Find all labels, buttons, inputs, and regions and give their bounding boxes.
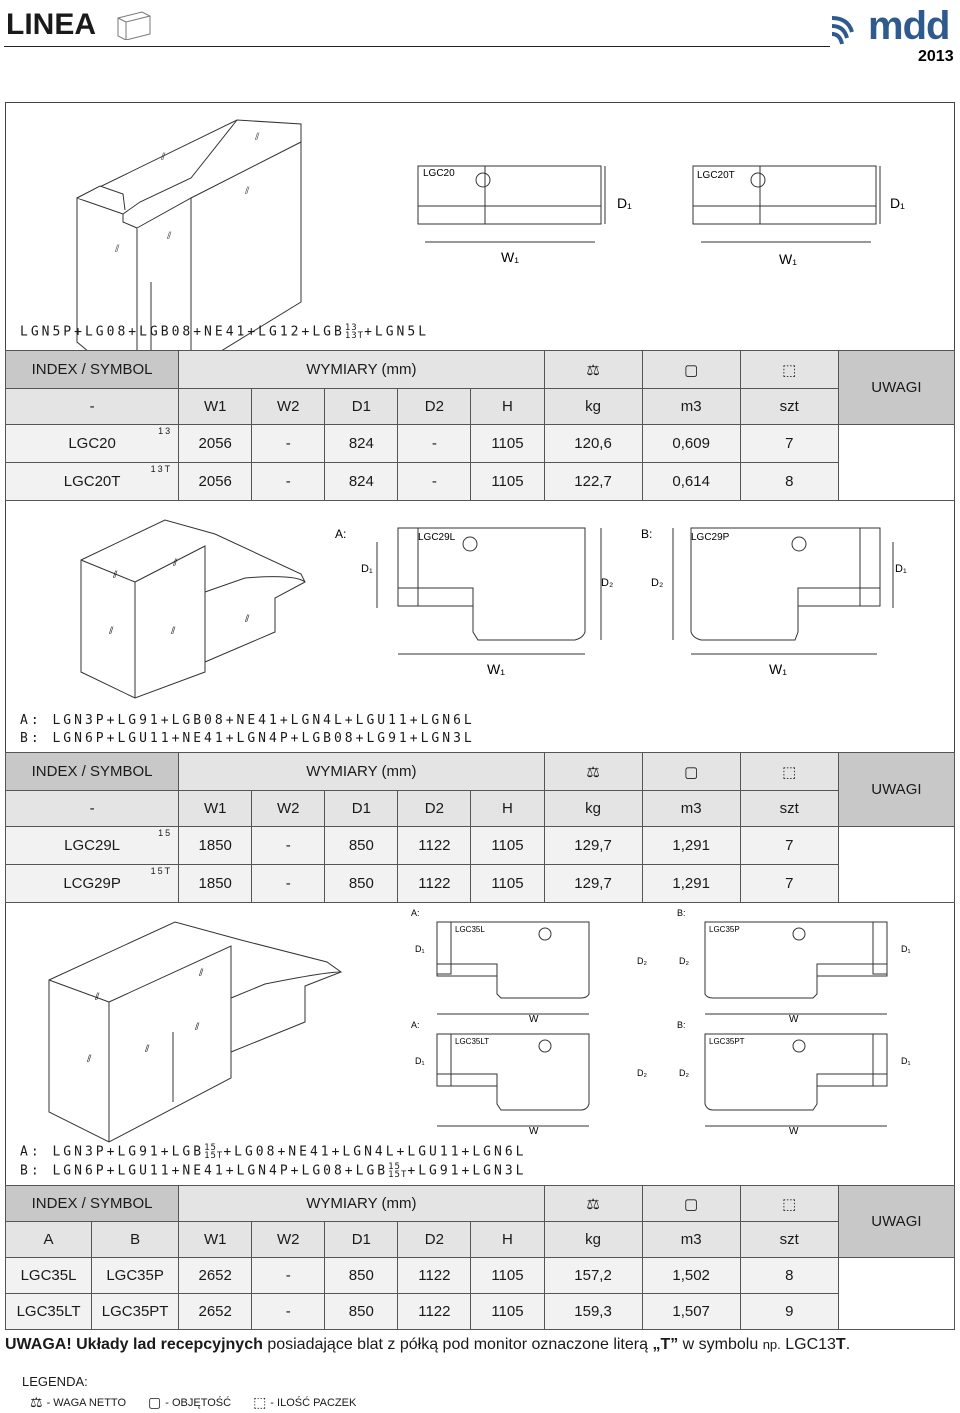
svg-text:⫽: ⫽ — [145, 1044, 150, 1055]
cell-w1: 1850 — [179, 865, 252, 903]
cell-w1: 2056 — [179, 425, 252, 463]
cell-index: LGC29L 15 — [6, 827, 179, 865]
col-header: m3 — [642, 1222, 740, 1258]
col-header: D2 — [398, 1222, 471, 1258]
plan-label-lgc29p: LGC29P — [691, 532, 730, 543]
section3-codes-a: A: LGN3P+LG91+LGB 15 15T +LG08+NE41+LGN4L+LGU11+LGN6L — [20, 1143, 527, 1161]
package-icon: ⬚ — [740, 351, 838, 389]
cube-icon: ▢ — [642, 351, 740, 389]
cell-szt: 8 — [740, 1258, 838, 1294]
product-thumbnail-icon — [114, 6, 154, 40]
plan-label-lgc20: LGC20 — [423, 168, 455, 179]
cell-m3: 1,502 — [642, 1258, 740, 1294]
svg-text:⫽: ⫽ — [113, 570, 118, 581]
spec-table-3 — [5, 1185, 955, 1330]
package-icon: ⬚ — [740, 1186, 838, 1222]
index-header: INDEX / SYMBOL — [6, 351, 179, 389]
plan-prefix-a: A: — [411, 908, 420, 918]
svg-text:D₁: D₁ — [415, 1056, 425, 1066]
cell-w1: 2056 — [179, 463, 252, 501]
col-header: W1 — [179, 389, 252, 425]
cell-d1: 824 — [325, 425, 398, 463]
scale-icon: ⚖ — [544, 1186, 642, 1222]
scale-icon: ⚖ — [544, 753, 642, 791]
cell-d2: 1122 — [398, 1294, 471, 1330]
cell-h: 1105 — [471, 1294, 544, 1330]
table-row — [6, 425, 955, 463]
svg-text:⫽: ⫽ — [195, 1022, 200, 1033]
dim-w: W — [789, 1014, 799, 1025]
cell-w2: - — [252, 1294, 325, 1330]
uwagi-header: UWAGI — [838, 1186, 954, 1258]
cell-kg: 129,7 — [544, 827, 642, 865]
svg-text:⫽: ⫽ — [87, 1054, 92, 1065]
cell-kg: 157,2 — [544, 1258, 642, 1294]
cube-icon: ▢ — [642, 753, 740, 791]
cell-kg: 129,7 — [544, 865, 642, 903]
cell-d1: 850 — [325, 1258, 398, 1294]
cell-m3: 0,609 — [642, 425, 740, 463]
legend-item: ▢ - OBJĘTOŚĆ — [148, 1394, 232, 1410]
table-row — [6, 1294, 955, 1330]
plan-label-lgc35l: LGC35L — [455, 925, 485, 934]
index-header: INDEX / SYMBOL — [6, 753, 179, 791]
col-header: kg — [544, 1222, 642, 1258]
col-header: - — [6, 791, 179, 827]
catalog-year: 2013 — [918, 48, 954, 65]
col-header: szt — [740, 1222, 838, 1258]
section2-codes-b: B: LGN6P+LGU11+NE41+LGN4P+LGB08+LG91+LGN3L — [20, 731, 475, 746]
svg-text:D₁: D₁ — [890, 195, 905, 211]
svg-text:D₂: D₂ — [679, 1068, 689, 1078]
svg-text:⫽: ⫽ — [95, 992, 100, 1003]
section3-codes-b: B: LGN6P+LGU11+NE41+LGN4P+LG08+LGB 15 15T +LG91+LGN3L — [20, 1162, 527, 1180]
col-header: D2 — [398, 791, 471, 827]
spec-table-1 — [5, 350, 955, 501]
plan-prefix-b: B: — [641, 527, 653, 541]
cell-h: 1105 — [471, 865, 544, 903]
col-header: m3 — [642, 389, 740, 425]
cell-d2: 1122 — [398, 827, 471, 865]
plan-prefix-a: A: — [411, 1020, 420, 1030]
legend-title: LEGENDA: — [22, 1374, 88, 1389]
cell-kg: 122,7 — [544, 463, 642, 501]
spec-table-2 — [5, 752, 955, 903]
cell-d2: 1122 — [398, 865, 471, 903]
svg-text:D₁: D₁ — [901, 1056, 911, 1066]
cell-w1: 2652 — [179, 1294, 252, 1330]
uwagi-header: UWAGI — [838, 753, 954, 827]
section1-codes: LGN5P+LG08+LGB08+NE41+LG12+LGB 13 13T +LGN5L — [20, 323, 430, 341]
mdd-logo-icon — [830, 12, 870, 48]
cell-d2: - — [398, 425, 471, 463]
cell-w1: 2652 — [179, 1258, 252, 1294]
cell-index-b: LGC35P — [92, 1258, 179, 1294]
table-row — [6, 463, 955, 501]
svg-text:D₂: D₂ — [601, 577, 614, 589]
plan-prefix-a: A: — [335, 527, 347, 541]
plan-prefix-b: B: — [677, 908, 686, 918]
col-header: kg — [544, 791, 642, 827]
cube-icon: ▢ — [642, 1186, 740, 1222]
header-rule — [4, 46, 830, 47]
cell-d1: 850 — [325, 827, 398, 865]
dims-header: WYMIARY (mm) — [179, 753, 544, 791]
cell-w2: - — [252, 827, 325, 865]
col-header: W2 — [252, 1222, 325, 1258]
dim-w: W — [529, 1014, 539, 1025]
svg-text:D₁: D₁ — [617, 195, 632, 211]
legend-item: ⚖ - WAGA NETTO — [30, 1394, 127, 1410]
cell-uwagi — [838, 1258, 954, 1330]
cell-uwagi — [838, 827, 954, 903]
cell-szt: 7 — [740, 827, 838, 865]
dims-header: WYMIARY (mm) — [179, 1186, 544, 1222]
cell-d1: 850 — [325, 1294, 398, 1330]
cell-d1: 824 — [325, 463, 398, 501]
legend-item: ⬚ - ILOŚĆ PACZEK — [253, 1394, 357, 1410]
svg-text:D₁: D₁ — [361, 563, 373, 575]
col-header: H — [471, 389, 544, 425]
plan-label-lgc20t: LGC20T — [697, 170, 735, 181]
svg-text:D₂: D₂ — [679, 956, 689, 966]
cell-uwagi — [838, 425, 954, 501]
table-row — [6, 865, 955, 903]
svg-text:⫽: ⫽ — [171, 626, 176, 637]
svg-text:⫽: ⫽ — [173, 558, 178, 569]
cell-m3: 1,507 — [642, 1294, 740, 1330]
cell-h: 1105 — [471, 463, 544, 501]
cell-index-a: LGC35L — [6, 1258, 92, 1294]
col-header: W2 — [252, 389, 325, 425]
cell-m3: 1,291 — [642, 827, 740, 865]
dim-w: W — [529, 1126, 539, 1137]
dims-header: WYMIARY (mm) — [179, 351, 544, 389]
svg-text:D₂: D₂ — [651, 577, 664, 589]
svg-text:W₁: W₁ — [501, 249, 519, 265]
scale-icon: ⚖ — [30, 1394, 43, 1410]
brand-logo: mdd — [868, 4, 950, 48]
cell-kg: 120,6 — [544, 425, 642, 463]
table-row — [6, 827, 955, 865]
cell-w2: - — [252, 425, 325, 463]
col-header: szt — [740, 791, 838, 827]
col-header: D1 — [325, 791, 398, 827]
col-header: D1 — [325, 389, 398, 425]
table-row — [6, 1258, 955, 1294]
cell-w2: - — [252, 463, 325, 501]
warning-note: UWAGA! Układy lad recepcyjnych posiadające blat z półką pod monitor oznaczone literą „T” w symbolu np. LGC13T. — [5, 1336, 851, 1353]
section1-drawing — [5, 102, 955, 350]
index-header: INDEX / SYMBOL — [6, 1186, 179, 1222]
section3-drawing — [5, 902, 955, 1184]
svg-text:W₁: W₁ — [779, 251, 797, 267]
scale-icon: ⚖ — [544, 351, 642, 389]
cell-d1: 850 — [325, 865, 398, 903]
col-header: m3 — [642, 791, 740, 827]
cell-index-a: LGC35LT — [6, 1294, 92, 1330]
col-header: B — [92, 1222, 179, 1258]
svg-text:D₁: D₁ — [415, 944, 425, 954]
plan-prefix-b: B: — [677, 1020, 686, 1030]
svg-text:⫽: ⫽ — [109, 626, 114, 637]
col-header: szt — [740, 389, 838, 425]
uwagi-header: UWAGI — [838, 351, 954, 425]
col-header: A — [6, 1222, 92, 1258]
svg-text:D₁: D₁ — [901, 944, 911, 954]
cell-w1: 1850 — [179, 827, 252, 865]
svg-text:⫽: ⫽ — [255, 132, 260, 143]
col-header: D1 — [325, 1222, 398, 1258]
svg-text:W₁: W₁ — [769, 661, 787, 677]
col-header: W2 — [252, 791, 325, 827]
col-header: D2 — [398, 389, 471, 425]
cell-index: LGC20 13 — [6, 425, 179, 463]
page-title: LINEA — [6, 8, 96, 41]
svg-text:W₁: W₁ — [487, 661, 505, 677]
cell-index: LCG29P 15T — [6, 865, 179, 903]
cell-d2: 1122 — [398, 1258, 471, 1294]
svg-text:D₂: D₂ — [637, 1068, 647, 1078]
cell-kg: 159,3 — [544, 1294, 642, 1330]
dim-w: W — [789, 1126, 799, 1137]
legend — [30, 1394, 356, 1411]
plan-label-lgc35lt: LGC35LT — [455, 1037, 490, 1046]
plan-label-lgc35p: LGC35P — [709, 925, 740, 934]
cell-index-b: LGC35PT — [92, 1294, 179, 1330]
col-header: - — [6, 389, 179, 425]
col-header: H — [471, 791, 544, 827]
cell-m3: 1,291 — [642, 865, 740, 903]
col-header: kg — [544, 389, 642, 425]
package-icon: ⬚ — [740, 753, 838, 791]
cell-szt: 7 — [740, 865, 838, 903]
cell-szt: 7 — [740, 425, 838, 463]
section2-codes-a: A: LGN3P+LG91+LGB08+NE41+LGN4L+LGU11+LGN6L — [20, 713, 475, 728]
plan-label-lgc29l: LGC29L — [418, 532, 456, 543]
svg-text:⫽: ⫽ — [167, 231, 172, 242]
col-header: W1 — [179, 1222, 252, 1258]
svg-text:⫽: ⫽ — [245, 614, 250, 625]
svg-text:⫽: ⫽ — [245, 186, 250, 197]
cube-icon: ▢ — [148, 1394, 162, 1410]
package-icon: ⬚ — [253, 1394, 267, 1410]
svg-text:D₁: D₁ — [895, 563, 907, 575]
cell-szt: 8 — [740, 463, 838, 501]
plan-label-lgc35pt: LGC35PT — [709, 1037, 745, 1046]
svg-text:⫽: ⫽ — [199, 968, 204, 979]
cell-h: 1105 — [471, 827, 544, 865]
cell-d2: - — [398, 463, 471, 501]
cell-h: 1105 — [471, 425, 544, 463]
cell-szt: 9 — [740, 1294, 838, 1330]
col-header: W1 — [179, 791, 252, 827]
col-header: H — [471, 1222, 544, 1258]
svg-text:⫽: ⫽ — [161, 152, 166, 163]
cell-m3: 0,614 — [642, 463, 740, 501]
svg-text:D₂: D₂ — [637, 956, 647, 966]
cell-h: 1105 — [471, 1258, 544, 1294]
svg-text:⫽: ⫽ — [115, 244, 120, 255]
cell-w2: - — [252, 865, 325, 903]
cell-index: LGC20T 13T — [6, 463, 179, 501]
cell-w2: - — [252, 1258, 325, 1294]
